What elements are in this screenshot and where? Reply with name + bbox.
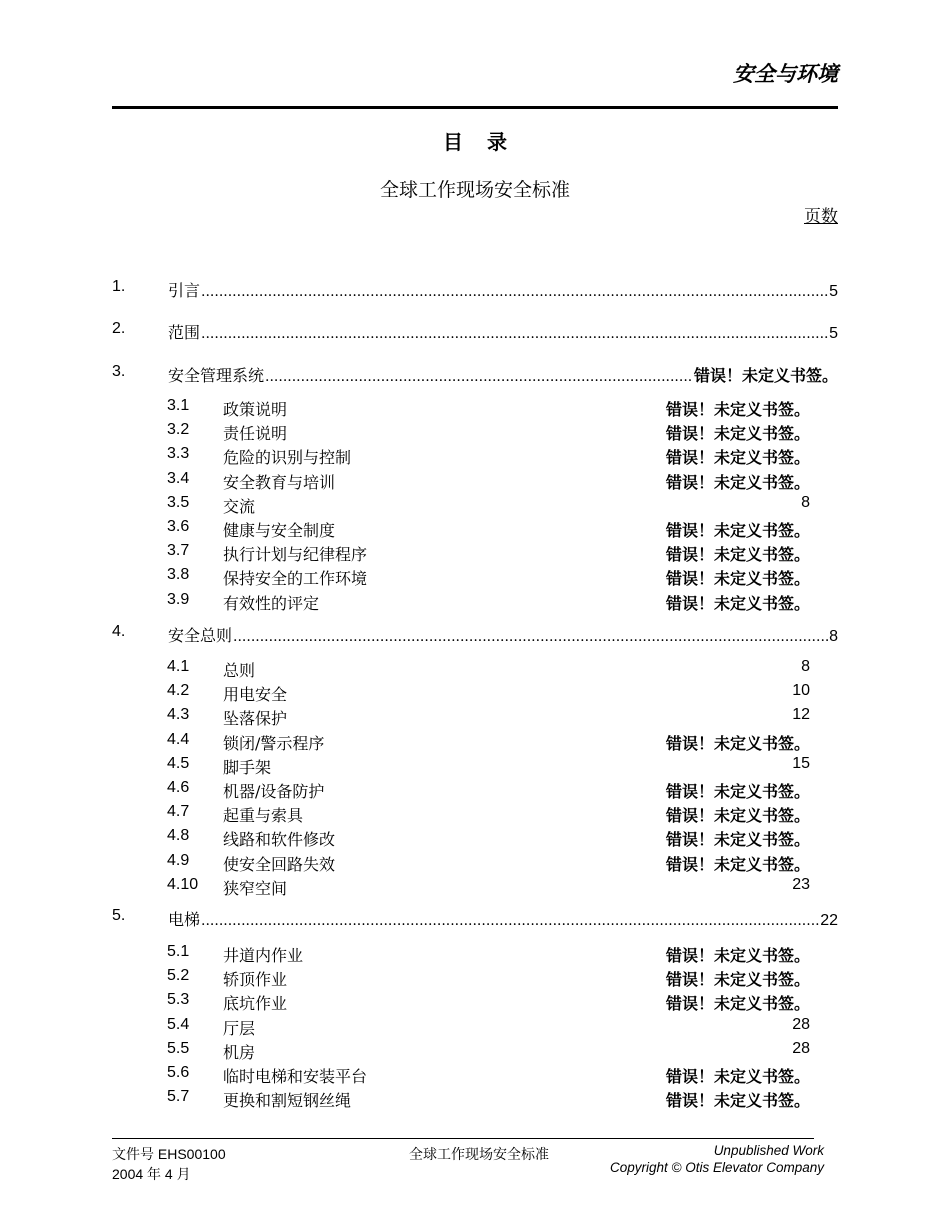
toc-subsection-number: 3.9 — [167, 590, 190, 608]
toc-subsection-page: 错误！未定义书签。 — [665, 472, 810, 492]
toc-section-number: 3. — [112, 363, 126, 380]
toc-subsection[interactable] — [167, 658, 810, 682]
toc-subsection-number: 4.9 — [167, 851, 190, 869]
toc-subsection-page: 错误！未定义书签。 — [665, 854, 810, 874]
toc-subsection-page: 错误！未定义书签。 — [665, 1067, 810, 1086]
header-rule — [112, 106, 838, 109]
toc-subsection-number: 4.4 — [167, 730, 190, 748]
toc-subsection-number: 3.8 — [167, 566, 190, 584]
toc-subsection-title: 临时电梯和安装平台 — [223, 1067, 368, 1086]
toc-subsection-number: 4.3 — [167, 706, 190, 724]
toc-subsection-title: 责任说明 — [223, 424, 288, 444]
toc-subsection-title: 更换和割短钢丝绳 — [223, 1091, 352, 1111]
toc-section-row — [168, 623, 838, 646]
toc-subsection-page: 错误！未定义书签。 — [665, 946, 810, 965]
toc-subsection-page: 错误！未定义书签。 — [665, 806, 810, 826]
toc-subsection[interactable] — [167, 470, 810, 494]
toc-subsection-title: 有效性的评定 — [223, 593, 320, 613]
toc-subsection-number: 5.2 — [167, 967, 190, 985]
toc-subsection[interactable] — [167, 803, 810, 827]
toc-subsection-number: 4.1 — [167, 658, 190, 675]
toc-subsection-page: 错误！未定义书签。 — [665, 970, 810, 990]
toc-subsection-page: 错误！未定义书签。 — [665, 733, 810, 753]
toc-subsection[interactable] — [167, 682, 810, 706]
footer-rule — [112, 1138, 814, 1139]
toc-subsection-page: 10 — [792, 682, 810, 700]
toc-section-row — [168, 363, 838, 386]
toc-subsection-title: 用电安全 — [223, 685, 288, 705]
toc-subsection-title: 保持安全的工作环境 — [223, 569, 368, 589]
toc-subsection-page: 23 — [792, 875, 810, 893]
toc-subsection-title: 井道内作业 — [223, 946, 304, 965]
toc-dot-leader — [201, 284, 828, 300]
toc-section[interactable] — [112, 320, 838, 344]
toc-subsection-number: 3.4 — [167, 469, 190, 487]
toc-subsection-title: 锁闭/警示程序 — [223, 733, 325, 753]
toc-subsection-number: 4.6 — [167, 779, 190, 796]
toc-subsection-page: 12 — [792, 706, 810, 724]
toc-section[interactable] — [112, 278, 838, 302]
toc-subsection-number: 5.3 — [167, 991, 190, 1009]
footer-center-title: 全球工作现场安全标准 — [409, 1147, 549, 1163]
toc-subsection-page: 错误！未定义书签。 — [665, 1091, 810, 1111]
toc-subsection[interactable] — [167, 494, 810, 518]
toc-section-page: 5 — [829, 283, 838, 300]
toc-subsection-page: 错误！未定义书签。 — [665, 593, 810, 613]
toc-subsection-number: 3.2 — [167, 421, 190, 439]
toc-subsection[interactable] — [167, 779, 810, 803]
toc-section-page: 22 — [820, 912, 838, 929]
toc-subsection-number: 4.10 — [167, 875, 199, 893]
toc-subsection-number: 4.5 — [167, 754, 190, 772]
toc-section[interactable] — [112, 623, 838, 647]
toc-subsection-number: 5.5 — [167, 1039, 190, 1057]
toc-section-title: 电梯 — [168, 910, 201, 929]
toc-subsection-title: 政策说明 — [223, 400, 288, 419]
toc-subsection[interactable] — [167, 1064, 810, 1088]
toc-section-number: 4. — [112, 623, 126, 640]
header-title: 安全与环境 — [733, 62, 838, 86]
toc-subsection-page: 28 — [792, 1015, 810, 1033]
toc-subsection-title: 轿顶作业 — [223, 970, 288, 990]
toc-subsection[interactable] — [167, 566, 810, 590]
toc-subsection-page: 15 — [792, 754, 810, 772]
toc-subsection-title: 执行计划与纪律程序 — [223, 545, 368, 565]
toc-subsection-title: 坠落保护 — [223, 709, 288, 729]
toc-subsection-title: 交流 — [223, 496, 256, 516]
footer-date: 2004 年 4 月 — [112, 1166, 191, 1182]
toc-dot-leader — [201, 913, 819, 929]
toc-subsection-title: 狭窄空间 — [223, 878, 288, 898]
toc-dot-leader — [265, 369, 693, 385]
toc-subsection[interactable] — [167, 967, 810, 991]
footer-doc-number: 文件号 EHS00100 — [112, 1146, 226, 1162]
toc-subsection-number: 5.4 — [167, 1015, 190, 1033]
toc-subsection-title: 起重与索具 — [223, 806, 304, 826]
toc-subsection-number: 4.8 — [167, 827, 190, 845]
toc-subsection[interactable] — [167, 1088, 810, 1112]
toc-subsection-page: 8 — [801, 493, 810, 511]
toc-section-title: 范围 — [168, 323, 201, 342]
toc-subsection-number: 3.5 — [167, 493, 190, 511]
toc-subsection-title: 安全教育与培训 — [223, 472, 336, 492]
footer-left — [112, 1144, 226, 1184]
toc-section[interactable] — [112, 907, 838, 931]
toc-subsection-number: 4.7 — [167, 803, 190, 821]
toc-section[interactable] — [112, 363, 838, 387]
toc-subsection-page: 错误！未定义书签。 — [665, 994, 810, 1014]
toc-subsection[interactable] — [167, 518, 810, 542]
toc-subsection-title: 线路和软件修改 — [223, 830, 336, 850]
toc-section-row — [168, 278, 838, 301]
toc-subsection-page: 错误！未定义书签。 — [665, 521, 810, 540]
toc-subsection[interactable] — [167, 1040, 810, 1064]
toc-subsection[interactable] — [167, 876, 810, 900]
toc-subsection-title: 脚手架 — [223, 757, 272, 777]
toc-section-title: 安全总则 — [168, 626, 233, 645]
toc-subsection-number: 3.1 — [167, 397, 190, 414]
toc-section-number: 1. — [112, 278, 126, 295]
toc-subsection[interactable] — [167, 991, 810, 1015]
toc-subsection[interactable] — [167, 706, 810, 730]
toc-subsection-page: 错误！未定义书签。 — [665, 830, 810, 850]
toc-section-number: 5. — [112, 907, 126, 924]
toc-subsection[interactable] — [167, 943, 810, 967]
toc-subsection-page: 错误！未定义书签。 — [665, 782, 810, 801]
toc-subsection-title: 使安全回路失效 — [223, 854, 336, 874]
toc-subsection-number: 4.2 — [167, 682, 190, 700]
toc-subsection-page: 8 — [801, 658, 810, 675]
page-column-label: 页数 — [804, 207, 838, 227]
toc-subsection[interactable] — [167, 755, 810, 779]
toc-subsection-number: 5.6 — [167, 1064, 190, 1081]
toc-subsection-page: 28 — [792, 1039, 810, 1057]
toc-dot-leader — [201, 326, 828, 342]
toc-subsection-number: 3.6 — [167, 518, 190, 535]
toc-subsection[interactable] — [167, 852, 810, 876]
toc-section-page: 错误！未定义书签。 — [693, 366, 838, 385]
toc-section-number: 2. — [112, 320, 126, 337]
toc-subsection[interactable] — [167, 827, 810, 851]
toc-subsection-title: 厅层 — [223, 1018, 256, 1038]
footer-rights-line1: Unpublished Work — [713, 1143, 824, 1158]
toc-subsection-number: 5.7 — [167, 1088, 190, 1106]
toc-dot-leader — [233, 629, 828, 645]
document-title: 全球工作现场安全标准 — [379, 179, 570, 201]
toc-subsection[interactable] — [167, 421, 810, 445]
toc-subsection-title: 机房 — [223, 1042, 256, 1062]
toc-subsection-number: 3.7 — [167, 542, 190, 560]
toc-subsection-title: 健康与安全制度 — [223, 521, 336, 540]
toc-subsection-page: 错误！未定义书签。 — [665, 545, 810, 565]
footer-rights-line2: Copyright © Otis Elevator Company — [609, 1160, 824, 1175]
toc-section-title: 引言 — [168, 281, 201, 300]
toc-subsection-number: 3.3 — [167, 445, 190, 463]
toc-section-page: 8 — [829, 628, 838, 645]
footer-copyright — [610, 1142, 824, 1176]
toc-subsection[interactable] — [167, 1016, 810, 1040]
toc-subsection-page: 错误！未定义书签。 — [665, 448, 810, 468]
toc-subsection-title: 总则 — [223, 661, 256, 680]
toc-subsection-title: 机器/设备防护 — [223, 782, 325, 801]
toc-subsection[interactable] — [167, 731, 810, 755]
toc-subsection-title: 危险的识别与控制 — [223, 448, 352, 468]
toc-subsection[interactable] — [167, 542, 810, 566]
toc-subsection-title: 底坑作业 — [223, 994, 288, 1014]
toc-subsection[interactable] — [167, 445, 810, 469]
toc-section-page: 5 — [829, 325, 838, 342]
toc-subsection[interactable] — [167, 591, 810, 615]
toc-subsection-page: 错误！未定义书签。 — [665, 569, 810, 589]
toc-section-row — [168, 320, 838, 343]
toc-subsection[interactable] — [167, 397, 810, 421]
toc-section-title: 安全管理系统 — [168, 366, 265, 385]
toc-heading: 目录 — [443, 130, 531, 154]
toc-section-row — [168, 907, 838, 930]
toc-subsection-page: 错误！未定义书签。 — [665, 400, 810, 419]
toc-subsection-number: 5.1 — [167, 943, 190, 960]
toc-subsection-page: 错误！未定义书签。 — [665, 424, 810, 444]
